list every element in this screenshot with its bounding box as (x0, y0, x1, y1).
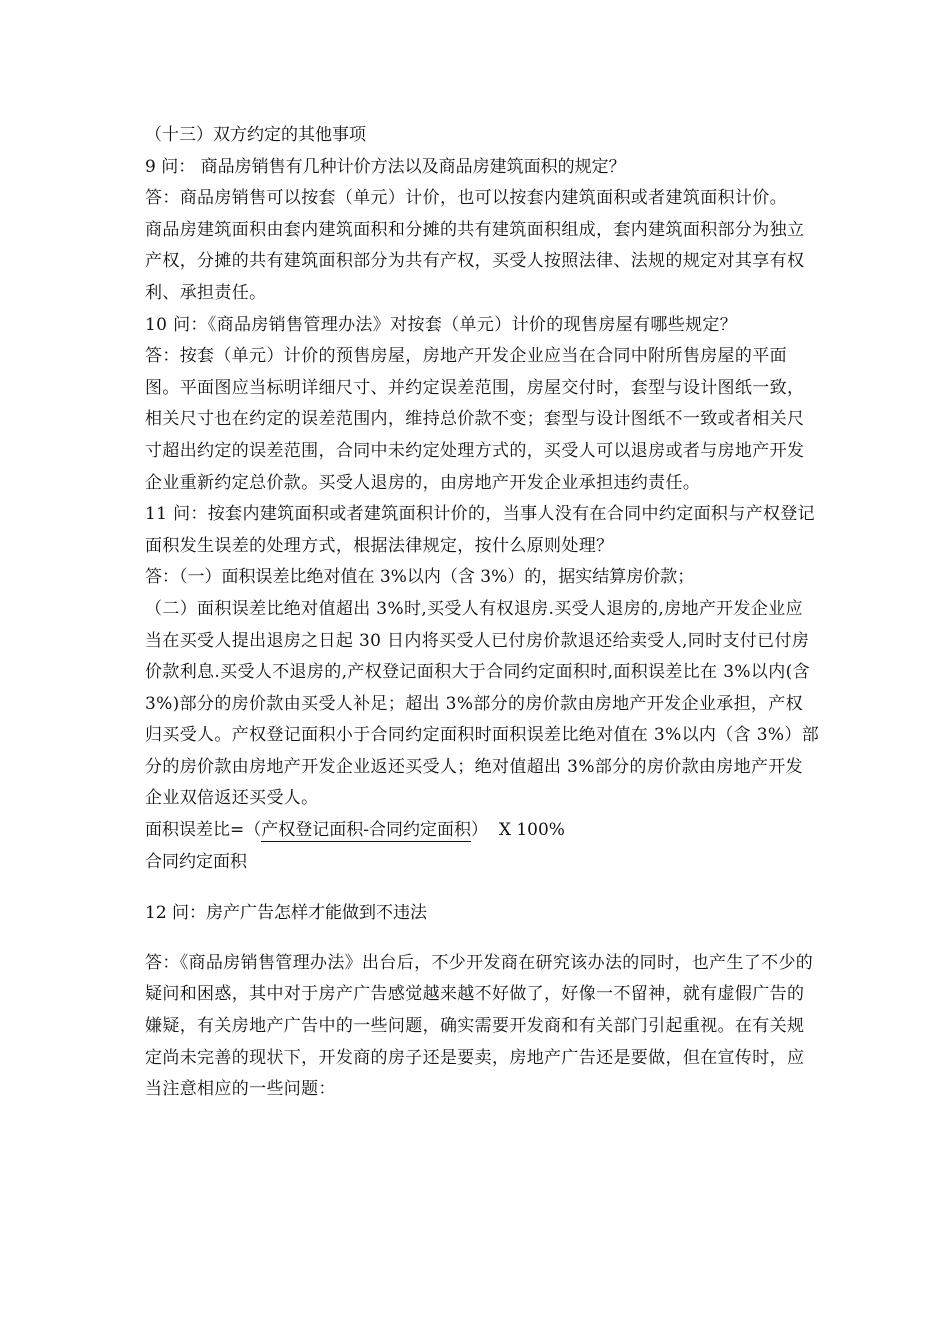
formula-label: 面积误差比=（ (145, 820, 262, 841)
formula-numerator: 产权登记面积-合同约定面积 (261, 820, 471, 841)
area-error-formula (145, 815, 820, 878)
q10-question: 10 问：《商品房销售管理办法》对按套（单元）计价的现售房屋有哪些规定？ (145, 314, 738, 335)
q11-question: 11 问：按套内建筑面积或者建筑面积计价的，当事人没有在合同中约定面积与产权登记面积发生误差的处理方式，根据法律规定，按什么原则处理？ (145, 504, 816, 556)
q9-question: 9 问： 商品房销售有几种计价方法以及商品房建筑面积的规定？ (145, 156, 626, 177)
formula-close: ） (471, 820, 488, 841)
formula-multiplier: X 100% (498, 820, 565, 841)
formula-denominator: 合同约定面积 (145, 851, 247, 872)
spacer (145, 930, 820, 948)
q12-question: 12 问：房产广告怎样才能做到不违法 (145, 903, 428, 924)
q9-detail: 商品房建筑面积由套内建筑面积和分摊的共有建筑面积组成，套内建筑面积部分为独立产权，分摊的共有建筑面积部分为共有产权，买受人按照法律、法规的规定对其享有权利、承担责任。 (145, 219, 805, 303)
document-page (145, 120, 820, 1106)
section-heading: （十三）双方约定的其他事项 (145, 125, 366, 145)
q11-answer-1: 答：（一）面积误差比绝对值在 3%以内（含 3%）的，据实结算房价款； (145, 567, 695, 588)
q9-answer: 答：商品房销售可以按套（单元）计价，也可以按套内建筑面积或者建筑面积计价。 (145, 188, 787, 209)
q11-answer-2: （二）面积误差比绝对值超出 3%时,买受人有权退房.买受人退房的,房地产开发企业应当在买受人提出退房之日起 30 日内将买受人已付房价款退还给卖受人,同时支付已付房价款利息.买受人不退房的,产权登记面积大于合同约定面积时,面积误差比在 3%以内(含 3%)部分的房价款由买受人补足；超出 3%部分的房价款由房地产开发企业承担，产权归买受人。产权登记面积小于合同约定面积时面积误差比绝对值在 3%以内（含 3%）部分的房价款由房地产开发企业返还买受人；绝对值超出 3%部分的房价款由房地产开发企业双倍返还买受人。 (145, 598, 820, 809)
spacer (145, 878, 820, 898)
q10-answer: 答：按套（单元）计价的预售房屋，房地产开发企业应当在合同中附所售房屋的平面图。平面图应当标明详细尺寸、并约定误差范围，房屋交付时，套型与设计图纸一致，相关尺寸也在约定的误差范围内，维持总价款不变；套型与设计图纸不一致或者相关尺寸超出约定的误差范围，合同中未约定处理方式的，买受人可以退房或者与房地产开发企业重新约定总价款。买受人退房的，由房地产开发企业承担违约责任。 (145, 346, 805, 493)
formula-line (145, 815, 820, 847)
q12-answer: 答：《商品房销售管理办法》出台后，不少开发商在研究该办法的同时，也产生了不少的疑问和困惑，其中对于房产广告感觉越来越不好做了，好像一不留神，就有虚假广告的嫌疑，有关房地产广告中的一些问题，确实需要开发商和有关部门引起重视。在有关规定尚未完善的现状下，开发商的房子还是要卖，房地产广告还是要做，但在宣传时，应当注意相应的一些问题： (145, 952, 814, 1100)
